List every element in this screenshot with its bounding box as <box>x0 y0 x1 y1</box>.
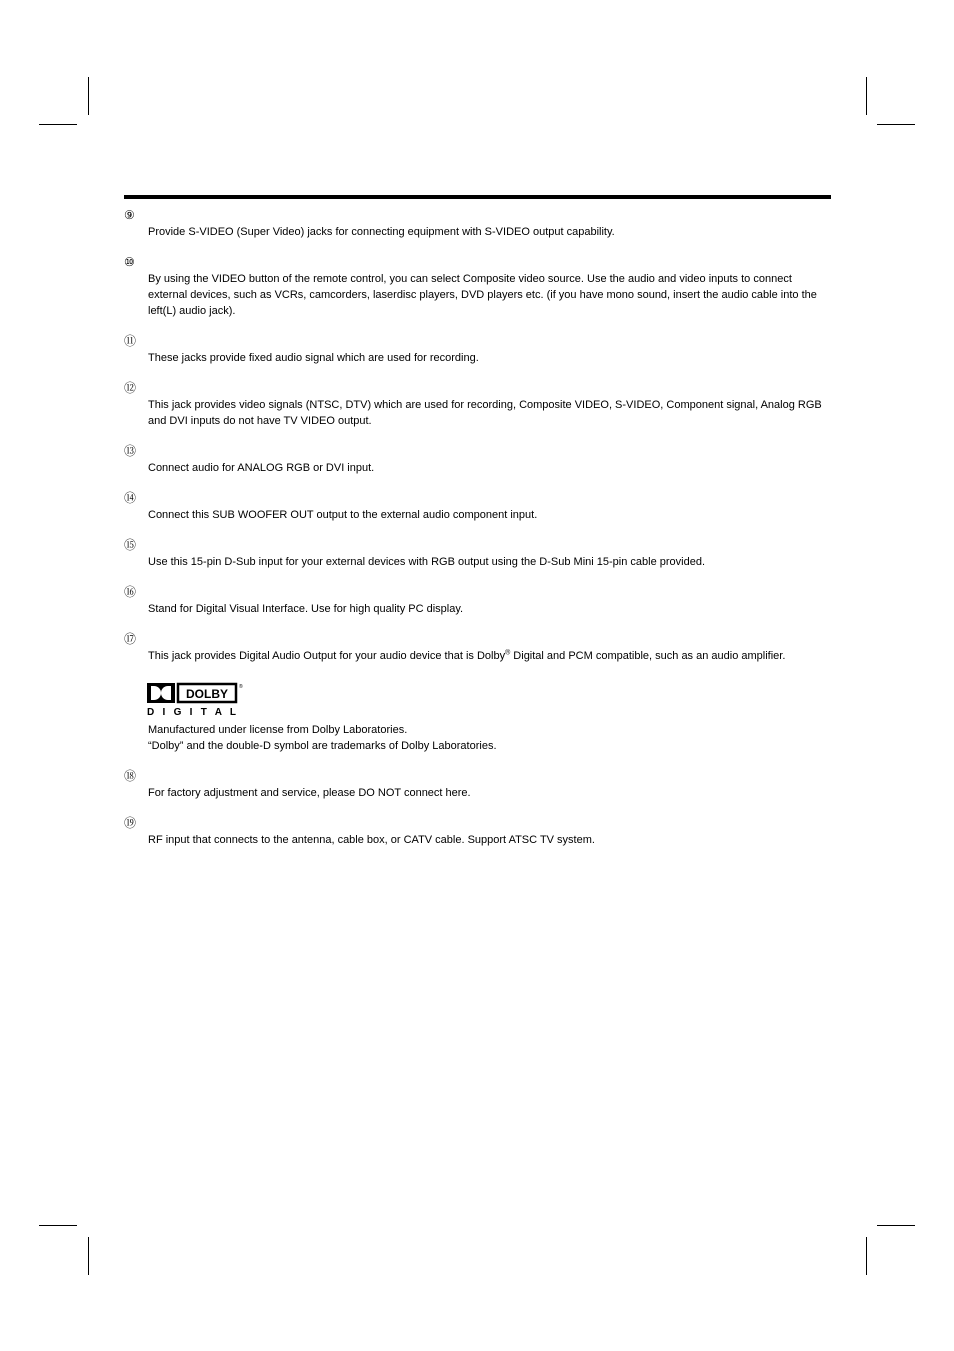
entry-text <box>148 648 831 664</box>
connector-descriptions <box>124 207 831 862</box>
entry-text-after: Digital and PCM compatible, such as an audio amplifier. <box>510 650 786 662</box>
entry-10 <box>124 254 831 319</box>
dolby-logo-sub: D I G I T A L <box>147 707 236 718</box>
entry-12 <box>124 380 831 429</box>
dolby-logo-reg-mark: ® <box>239 684 243 690</box>
dolby-digital-logo <box>147 682 243 718</box>
entry-number: ⑮ <box>124 538 137 552</box>
entry-11 <box>124 333 831 366</box>
dolby-double-d-icon <box>147 682 247 718</box>
crop-mark-top-left-horizontal <box>39 124 77 125</box>
entry-17 <box>124 631 831 754</box>
dolby-license-note <box>148 722 831 754</box>
entry-text: Use this 15-pin D-Sub input for your external devices with RGB output using the D-Sub Mini 15-pin cable provided. <box>148 556 706 568</box>
entry-text: For factory adjustment and service, please DO NOT connect here. <box>148 787 471 799</box>
entry-number: ⑩ <box>124 255 135 269</box>
dolby-note-1: Manufactured under license from Dolby Laboratories. <box>148 724 408 736</box>
entry-number: ⑲ <box>124 816 137 830</box>
registered-mark: ® <box>505 649 511 657</box>
entry-number: ⑰ <box>124 632 137 646</box>
entry-15 <box>124 537 831 570</box>
dolby-logo-word: DOLBY <box>186 687 228 701</box>
entry-number: ⑪ <box>124 334 137 348</box>
entry-number: ⑨ <box>124 208 135 222</box>
dolby-note-2: “Dolby” and the double-D symbol are trademarks of Dolby Laboratories. <box>148 740 497 752</box>
entry-text: These jacks provide fixed audio signal which are used for recording. <box>148 352 479 364</box>
entry-text: Connect audio for ANALOG RGB or DVI input. <box>148 462 375 474</box>
entry-13 <box>124 443 831 476</box>
crop-mark-bottom-right-horizontal <box>877 1225 915 1226</box>
entry-14 <box>124 490 831 523</box>
crop-mark-bottom-left-horizontal <box>39 1225 77 1226</box>
entry-text: This jack provides video signals (NTSC, DTV) which are used for recording, Composite VIDEO, S-VIDEO, Component signal, Analog RGB and DVI inputs do not have TV VIDEO output. <box>148 399 822 427</box>
entry-number: ⑭ <box>124 491 137 505</box>
entry-number: ⑯ <box>124 585 137 599</box>
entry-number: ⑫ <box>124 381 137 395</box>
crop-mark-top-right-vertical <box>866 77 867 115</box>
entry-18 <box>124 768 831 801</box>
crop-mark-bottom-left-vertical <box>88 1237 89 1275</box>
entry-19 <box>124 815 831 848</box>
entry-text-before: This jack provides Digital Audio Output for your audio device that is Dolby <box>148 650 506 662</box>
entry-9 <box>124 207 831 240</box>
entry-text: RF input that connects to the antenna, cable box, or CATV cable. Support ATSC TV system. <box>148 834 595 846</box>
header-rule <box>124 195 831 199</box>
entry-number: ⑬ <box>124 444 137 458</box>
entry-text: Provide S-VIDEO (Super Video) jacks for connecting equipment with S-VIDEO output capability. <box>148 226 615 238</box>
crop-mark-top-right-horizontal <box>877 124 915 125</box>
entry-text: By using the VIDEO button of the remote control, you can select Composite video source. Use the audio and video inputs to connect external devices, such as VCRs, camcorders, laserdisc players, DVD players etc. (if you have mono sound, insert the audio cable into the left(L) audio jack). <box>148 273 817 317</box>
entry-number: ⑱ <box>124 769 137 783</box>
entry-16 <box>124 584 831 617</box>
entry-text: Stand for Digital Visual Interface. Use for high quality PC display. <box>148 603 464 615</box>
crop-mark-top-left-vertical <box>88 77 89 115</box>
entry-text: Connect this SUB WOOFER OUT output to the external audio component input. <box>148 509 538 521</box>
crop-mark-bottom-right-vertical <box>866 1237 867 1275</box>
